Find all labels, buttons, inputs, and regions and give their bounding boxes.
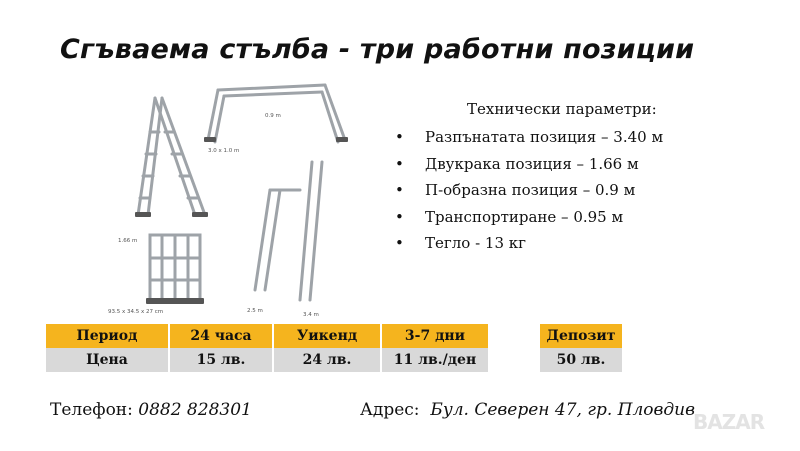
label-long-1: 2.5 m xyxy=(247,308,263,314)
label-folded: 93.5 x 34.5 x 27 cm xyxy=(108,309,164,315)
row-label-price: Цена xyxy=(46,348,168,372)
straight-ladders xyxy=(255,162,322,300)
watermark-logo: BAZAR xyxy=(693,410,765,434)
deposit-table xyxy=(540,324,622,372)
deposit-value: 50 лв. xyxy=(540,348,622,372)
phone-number[interactable]: 0882 828301 xyxy=(138,400,252,420)
bullet-icon: • xyxy=(395,181,404,199)
table-row xyxy=(46,324,488,348)
label-scaffold-w: 3.0 x 1.0 m xyxy=(208,148,240,154)
address-value: Бул. Северен 47, гр. Пловдив xyxy=(430,400,696,420)
ladder-images xyxy=(100,80,370,320)
deposit-label: Депозит xyxy=(540,324,622,348)
address xyxy=(360,400,695,420)
page-title: Сгъваема стълба - три работни позиции xyxy=(60,34,695,65)
list-item: • Транспортиране – 0.95 м xyxy=(395,204,663,231)
a-frame-ladder xyxy=(138,98,205,215)
bullet-icon: • xyxy=(395,207,404,226)
pricing-table xyxy=(46,324,488,372)
specs-list xyxy=(395,124,663,257)
tech-specs xyxy=(395,100,663,257)
bullet-icon: • xyxy=(395,128,404,146)
price-weekend: 24 лв. xyxy=(274,348,380,372)
price-3-7-days: 11 лв./ден xyxy=(382,348,488,372)
table-row xyxy=(540,324,622,348)
bullet-icon: • xyxy=(395,234,404,252)
header-24h: 24 часа xyxy=(170,324,272,348)
table-row xyxy=(46,348,488,372)
label-long-2: 3.4 m xyxy=(303,312,319,318)
header-period: Период xyxy=(46,324,168,348)
list-item: • Разпънатата позиция – 3.40 м xyxy=(395,124,663,151)
phone xyxy=(50,400,252,420)
header-weekend: Уикенд xyxy=(274,324,380,348)
phone-label: Телефон: xyxy=(50,400,133,420)
price-24h: 15 лв. xyxy=(170,348,272,372)
bullet-icon: • xyxy=(395,154,404,173)
table-row xyxy=(540,348,622,372)
folded-ladder xyxy=(150,235,200,300)
list-item: • П-образна позиция – 0.9 м xyxy=(395,177,663,204)
address-label: Адрес: xyxy=(360,400,420,420)
specs-heading: Технически параметри: xyxy=(467,100,657,118)
list-item: • Двукрака позиция – 1.66 м xyxy=(395,151,663,178)
label-a-shape: 1.66 m xyxy=(118,238,138,244)
label-scaffold-h: 0.9 m xyxy=(265,113,281,119)
ladder-illustration xyxy=(100,80,370,320)
list-item: • Тегло - 13 кг xyxy=(395,230,663,257)
header-3-7-days: 3-7 дни xyxy=(382,324,488,348)
